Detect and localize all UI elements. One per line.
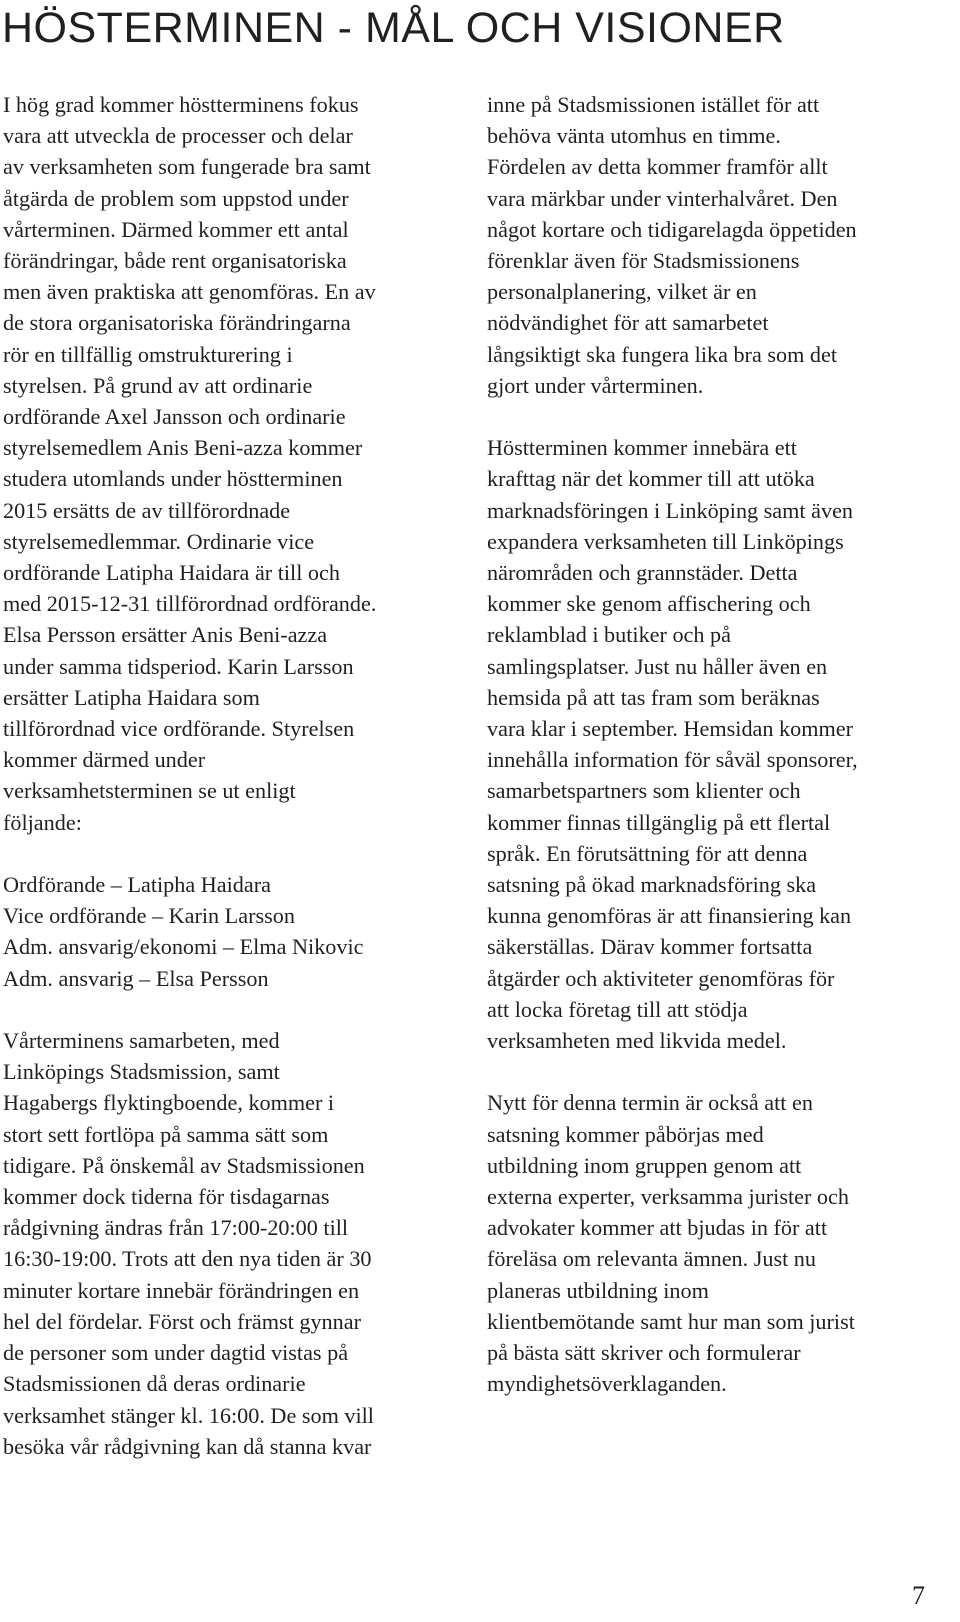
roster-line: Vice ordförande – Karin Larsson xyxy=(3,903,295,929)
text-line: Hagabergs flyktingboende, kommer i xyxy=(3,1090,335,1116)
text-line: advokater kommer att bjudas in för att xyxy=(487,1215,828,1241)
text-line: tillförordnad vice ordförande. Styrelsen xyxy=(3,716,355,742)
text-line: externa experter, verksamma jurister och xyxy=(487,1184,849,1210)
text-line: verksamhetsterminen se ut enligt xyxy=(3,778,296,804)
text-line: kommer ske genom affischering och xyxy=(487,591,811,617)
page-title: HÖSTERMINEN - MÅL OCH VISIONER xyxy=(2,4,785,52)
text-line: samarbetspartners som klienter och xyxy=(487,778,801,804)
text-line: på bästa sätt skriver och formulerar xyxy=(487,1340,801,1366)
text-line: vara klar i september. Hemsidan kommer xyxy=(487,716,853,742)
text-line: Linköpings Stadsmission, samt xyxy=(3,1059,280,1085)
text-line: Nytt för denna termin är också att en xyxy=(487,1090,813,1116)
text-line: kommer finnas tillgänglig på ett flertal xyxy=(487,809,831,835)
text-line: krafttag när det kommer till att utöka xyxy=(487,466,815,492)
text-line: de stora organisatoriska förändringarna xyxy=(3,310,351,336)
paragraph-collaborations xyxy=(3,1025,455,1462)
text-line: föreläsa om relevanta ämnen. Just nu xyxy=(487,1246,816,1272)
text-line: verksamheten med likvida medel. xyxy=(487,1028,787,1054)
text-line: vara att utveckla de processer och delar xyxy=(3,123,353,149)
text-line: de personer som under dagtid vistas på xyxy=(3,1340,349,1366)
text-line: ersätter Latipha Haidara som xyxy=(3,684,260,710)
text-line: 16:30-19:00. Trots att den nya tiden är 30 xyxy=(3,1246,372,1272)
text-line: planeras utbildning inom xyxy=(487,1277,709,1303)
paragraph-education xyxy=(487,1087,937,1399)
text-line: samlingsplatser. Just nu håller även en xyxy=(487,653,828,679)
text-line: förändringar, både rent organisatoriska xyxy=(3,248,347,274)
text-line: studera utomlands under höstterminen xyxy=(3,466,343,492)
text-line: utbildning inom gruppen genom att xyxy=(487,1152,802,1178)
text-line: I hög grad kommer höstterminens fokus xyxy=(3,92,359,117)
text-line: styrelsen. På grund av att ordinarie xyxy=(3,372,313,398)
text-line: närområden och grannstäder. Detta xyxy=(487,560,798,586)
text-line: myndighetsöverklaganden. xyxy=(487,1371,727,1397)
text-line: besöka vår rådgivning kan då stanna kvar xyxy=(3,1433,372,1459)
text-line: men även praktiska att genomföras. En av xyxy=(3,279,376,305)
text-line: innehålla information för såväl sponsorer, xyxy=(487,747,858,773)
text-line: något kortare och tidigarelagda öppetiden xyxy=(487,216,857,242)
paragraph-focus-and-board xyxy=(3,89,455,838)
text-line: åtgärder och aktiviteter genomföras för xyxy=(487,965,835,991)
paragraph-stadsmission-continued xyxy=(487,89,937,401)
text-line: satsning på ökad marknadsföring ska xyxy=(487,872,817,898)
text-line: förenklar även för Stadsmissionens xyxy=(487,248,800,274)
text-line: följande: xyxy=(3,809,82,835)
text-line: Elsa Persson ersätter Anis Beni-azza xyxy=(3,622,328,648)
paragraph-marketing xyxy=(487,432,937,1056)
text-line: ordförande Latipha Haidara är till och xyxy=(3,560,340,586)
text-line: styrelsemedlemmar. Ordinarie vice xyxy=(3,528,315,554)
text-line: tidigare. På önskemål av Stadsmissionen xyxy=(3,1152,365,1178)
text-line: minuter kortare innebär förändringen en xyxy=(3,1277,360,1303)
text-line: gjort under vårterminen. xyxy=(487,372,704,398)
text-line: rör en tillfällig omstrukturering i xyxy=(3,341,293,367)
text-line: med 2015-12-31 tillförordnad ordförande. xyxy=(3,591,377,617)
text-line: kunna genomföras är att finansiering kan xyxy=(487,903,852,929)
text-line: vara märkbar under vinterhalvåret. Den xyxy=(487,185,838,211)
text-line: Höstterminen kommer innebära ett xyxy=(487,435,797,461)
text-line: stort sett fortlöpa på samma sätt som xyxy=(3,1121,329,1147)
text-line: vårterminen. Därmed kommer ett antal xyxy=(3,216,349,242)
text-line: kommer därmed under xyxy=(3,747,206,773)
roster-line: Adm. ansvarig – Elsa Persson xyxy=(3,965,269,991)
text-line: ordförande Axel Jansson och ordinarie xyxy=(3,404,346,430)
text-line: rådgivning ändras från 17:00-20:00 till xyxy=(3,1215,349,1241)
text-line: reklamblad i butiker och på xyxy=(487,622,731,648)
text-line: marknadsföringen i Linköping samt även xyxy=(487,497,854,523)
text-line: kommer dock tiderna för tisdagarnas xyxy=(3,1184,330,1210)
text-line: språk. En förutsättning för att denna xyxy=(487,840,808,866)
left-column xyxy=(3,89,455,1493)
text-line: Fördelen av detta kommer framför allt xyxy=(487,154,828,180)
text-line: hemsida på att tas fram som beräknas xyxy=(487,684,820,710)
text-line: Stadsmissionen då deras ordinarie xyxy=(3,1371,306,1397)
text-line: Vårterminens samarbeten, med xyxy=(3,1028,280,1054)
text-line: 2015 ersätts de av tillförordnade xyxy=(3,497,291,523)
text-line: satsning kommer påbörjas med xyxy=(487,1121,764,1147)
right-column xyxy=(487,89,937,1431)
page-number: 7 xyxy=(912,1581,925,1610)
board-roster xyxy=(3,869,455,994)
text-line: klientbemötande samt hur man som jurist xyxy=(487,1308,855,1334)
text-line: personalplanering, vilket är en xyxy=(487,279,757,305)
text-line: styrelsemedlem Anis Beni-azza kommer xyxy=(3,435,363,461)
text-line: verksamhet stänger kl. 16:00. De som vill xyxy=(3,1402,374,1428)
text-line: behöva vänta utomhus en timme. xyxy=(487,123,781,149)
roster-line: Ordförande – Latipha Haidara xyxy=(3,872,271,898)
text-line: långsiktigt ska fungera lika bra som det xyxy=(487,341,837,367)
text-line: åtgärda de problem som uppstod under xyxy=(3,185,349,211)
text-line: nödvändighet för att samarbetet xyxy=(487,310,769,336)
roster-line: Adm. ansvarig/ekonomi – Elma Nikovic xyxy=(3,934,364,960)
text-line: av verksamheten som fungerade bra samt xyxy=(3,154,371,180)
text-line: expandera verksamheten till Linköpings xyxy=(487,528,844,554)
text-line: att locka företag till att stödja xyxy=(487,996,748,1022)
text-line: under samma tidsperiod. Karin Larsson xyxy=(3,653,354,679)
text-line: inne på Stadsmissionen istället för att xyxy=(487,92,820,117)
text-line: hel del fördelar. Först och främst gynnar xyxy=(3,1308,361,1334)
text-line: säkerställas. Därav kommer fortsatta xyxy=(487,934,813,960)
